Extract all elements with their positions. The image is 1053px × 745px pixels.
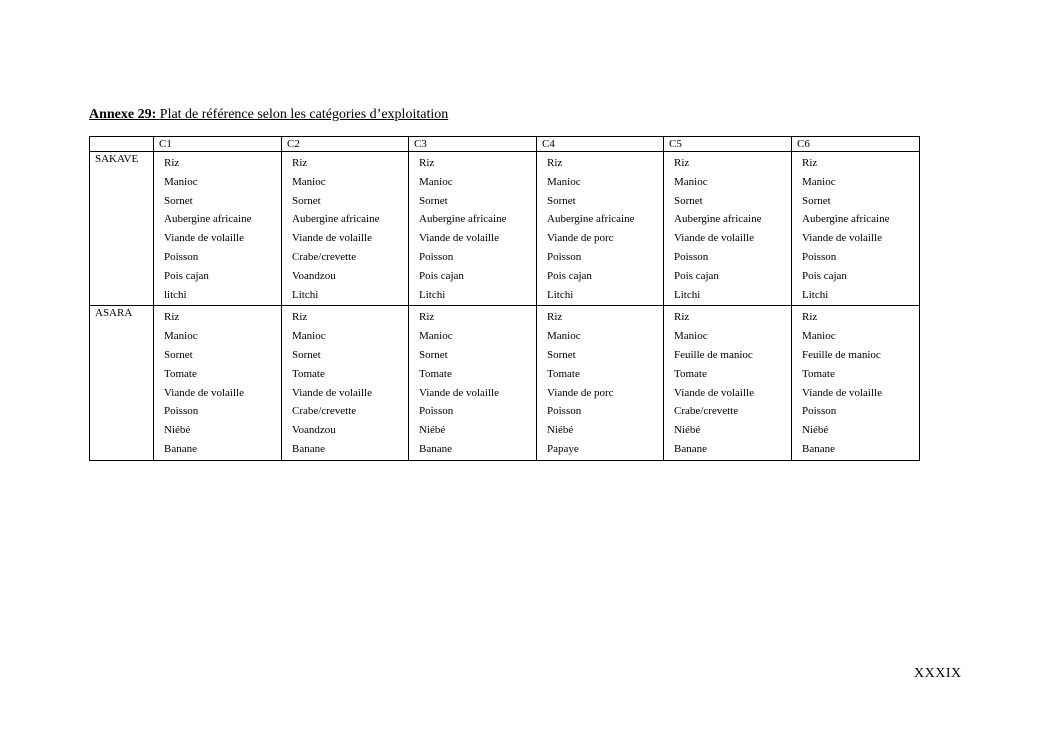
dish-item: Poisson [419, 250, 454, 263]
dish-item: Riz [802, 311, 818, 324]
dish-item: Litchi [419, 288, 446, 301]
dish-item: Banane [802, 442, 835, 455]
dish-item: Pois cajan [547, 269, 592, 282]
table-cell [664, 306, 792, 460]
dish-item: Feuille de manioc [802, 348, 881, 361]
dish-item: Tomate [547, 367, 580, 380]
dish-item: Pois cajan [674, 269, 719, 282]
dish-item: Poisson [674, 250, 709, 263]
dish-item: Poisson [547, 250, 582, 263]
dish-item: Riz [674, 157, 690, 169]
dish-item: Feuille de manioc [674, 348, 753, 361]
table-cell [409, 152, 537, 306]
dish-item: Riz [674, 311, 690, 324]
annex-title [89, 107, 448, 123]
dish-item: Aubergine africaine [674, 213, 762, 226]
dish-item: Crabe/crevette [674, 405, 739, 418]
column-header-c6: C6 [792, 137, 920, 152]
dish-item: Poisson [802, 250, 837, 263]
dish-item: Litchi [292, 288, 319, 301]
dish-item: Manioc [292, 330, 326, 343]
dish-item: Manioc [674, 175, 708, 188]
dish-item: Sornet [419, 194, 448, 207]
dish-item: Sornet [802, 194, 831, 207]
dish-item: Manioc [802, 330, 836, 343]
table-cell [664, 152, 792, 306]
dish-item: Tomate [164, 367, 197, 380]
dish-item: Riz [419, 157, 435, 169]
dish-item: Banane [419, 442, 452, 455]
dish-item: Manioc [547, 330, 581, 343]
dish-item: Manioc [547, 175, 581, 188]
table-cell [792, 152, 920, 306]
dish-item: Voandzou [292, 424, 336, 437]
column-header-c1: C1 [154, 137, 282, 152]
annex-caption: Plat de référence selon les catégories d’exploitation [159, 107, 449, 122]
dish-item: Banane [164, 442, 197, 455]
dish-item: Aubergine africaine [419, 213, 507, 226]
table-cell [282, 152, 409, 306]
dish-item: Poisson [419, 405, 454, 418]
dish-item: Sornet [292, 348, 321, 361]
dish-item: Niébé [419, 424, 446, 437]
annex-number: Annexe 29: [89, 107, 157, 122]
dish-item: Viande de porc [547, 386, 614, 399]
table-cell [409, 306, 537, 460]
table-header-row [90, 137, 920, 152]
reference-dish-table [89, 136, 920, 461]
dish-item: Aubergine africaine [164, 213, 252, 226]
column-header-c5: C5 [664, 137, 792, 152]
dish-item: Aubergine africaine [547, 213, 635, 226]
column-header-c4: C4 [537, 137, 664, 152]
dish-item: Papaye [547, 442, 579, 455]
dish-item: litchi [164, 288, 187, 301]
dish-item: Viande de volaille [292, 232, 372, 245]
table-row [90, 152, 920, 306]
dish-item: Niébé [802, 424, 829, 437]
dish-item: Niébé [547, 424, 574, 437]
dish-item: Viande de volaille [674, 386, 754, 399]
dish-item: Aubergine africaine [292, 213, 380, 226]
dish-item: Poisson [164, 250, 199, 263]
dish-item: Manioc [292, 175, 326, 188]
dish-item: Sornet [547, 348, 576, 361]
dish-item: Viande de volaille [802, 386, 882, 399]
dish-item: Tomate [674, 367, 707, 380]
dish-item: Litchi [802, 288, 829, 301]
dish-item: Manioc [164, 330, 198, 343]
column-header-c3: C3 [409, 137, 537, 152]
dish-item: Manioc [802, 175, 836, 188]
dish-item: Viande de volaille [419, 386, 499, 399]
dish-item: Tomate [419, 367, 452, 380]
row-site-label: SAKAVE [90, 152, 154, 306]
dish-item: Niébé [674, 424, 701, 437]
dish-item: Viande de porc [547, 232, 614, 245]
table-cell [154, 306, 282, 460]
dish-item: Riz [547, 311, 563, 324]
dish-item: Banane [674, 442, 707, 455]
dish-item: Viande de volaille [164, 232, 244, 245]
dish-item: Viande de volaille [419, 232, 499, 245]
page-number: XXXIX [914, 666, 962, 681]
table-cell [282, 306, 409, 460]
dish-item: Manioc [419, 175, 453, 188]
dish-item: Crabe/crevette [292, 405, 357, 418]
dish-item: Sornet [674, 194, 703, 207]
dish-item: Pois cajan [419, 269, 464, 282]
dish-item: Litchi [674, 288, 701, 301]
dish-item: Sornet [547, 194, 576, 207]
dish-item: Aubergine africaine [802, 213, 890, 226]
dish-item: Sornet [164, 348, 193, 361]
dish-item: Riz [419, 311, 435, 324]
dish-item: Riz [547, 157, 563, 169]
dish-item: Crabe/crevette [292, 250, 357, 263]
dish-item: Sornet [164, 194, 193, 207]
dish-item: Viande de volaille [674, 232, 754, 245]
table-corner-cell [90, 137, 154, 152]
dish-item: Litchi [547, 288, 574, 301]
dish-item: Riz [292, 311, 308, 324]
dish-item: Riz [164, 157, 180, 169]
row-site-label: ASARA [90, 306, 154, 460]
dish-item: Sornet [292, 194, 321, 207]
column-header-c2: C2 [282, 137, 409, 152]
table-row [90, 306, 920, 460]
dish-item: Tomate [292, 367, 325, 380]
dish-item: Riz [164, 311, 180, 324]
dish-item: Viande de volaille [164, 386, 244, 399]
dish-item: Tomate [802, 367, 835, 380]
dish-item: Pois cajan [164, 269, 209, 282]
dish-item: Riz [292, 157, 308, 169]
dish-item: Pois cajan [802, 269, 847, 282]
dish-item: Manioc [674, 330, 708, 343]
dish-item: Poisson [164, 405, 199, 418]
dish-item: Niébé [164, 424, 191, 437]
table-cell [537, 306, 664, 460]
dish-item: Manioc [164, 175, 198, 188]
table-cell [154, 152, 282, 306]
dish-item: Viande de volaille [292, 386, 372, 399]
dish-item: Riz [802, 157, 818, 169]
table-cell [537, 152, 664, 306]
dish-item: Voandzou [292, 269, 336, 282]
dish-item: Banane [292, 442, 325, 455]
dish-item: Sornet [419, 348, 448, 361]
dish-item: Poisson [802, 405, 837, 418]
dish-item: Poisson [547, 405, 582, 418]
dish-item: Manioc [419, 330, 453, 343]
dish-item: Viande de volaille [802, 232, 882, 245]
table-cell [792, 306, 920, 460]
